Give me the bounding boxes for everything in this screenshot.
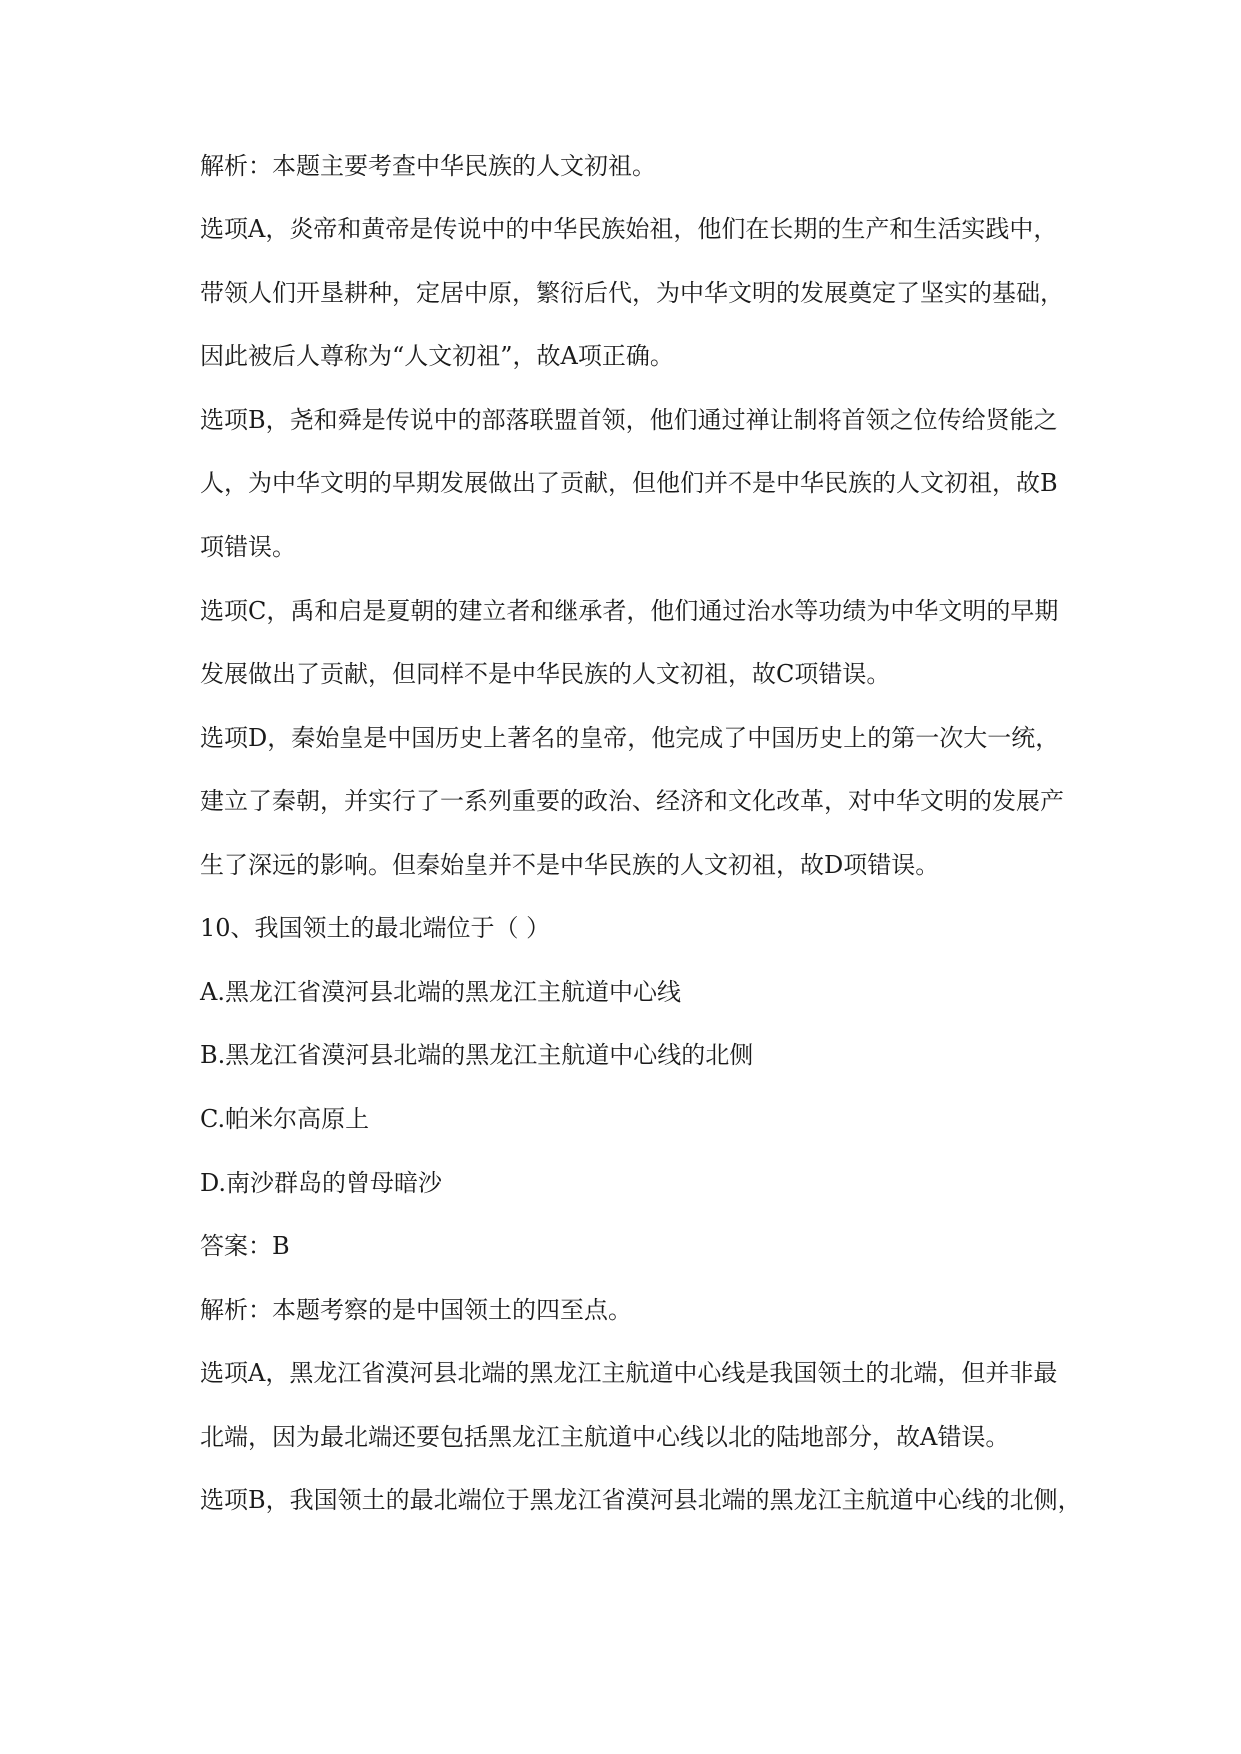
option-b-explanation-line-2: 人，为中华文明的早期发展做出了贡献，但他们并不是中华民族的人文初祖，故B — [200, 469, 1058, 497]
question-10: 10、我国领土的最北端位于（ ） — [200, 914, 551, 942]
choice-b: B.黑龙江省漠河县北端的黑龙江主航道中心线的北侧 — [200, 1041, 754, 1069]
analysis-q10-intro-line: 解析：本题考察的是中国领土的四至点。 — [200, 1296, 632, 1324]
option-d-explanation-line-2: 建立了秦朝，并实行了一系列重要的政治、经济和文化改革，对中华文明的发展产 — [200, 787, 1064, 815]
option-a-explanation-line-3: 因此被后人尊称为“人文初祖”，故A项正确。 — [200, 342, 674, 370]
option-d-explanation-line-1: 选项D，秦始皇是中国历史上著名的皇帝，他完成了中国历史上的第一次大一统， — [200, 724, 1060, 752]
choice-c: C.帕米尔高原上 — [200, 1105, 370, 1133]
option-b-explanation-line-1: 选项B，尧和舜是传说中的部落联盟首领，他们通过禅让制将首领之位传给贤能之 — [200, 406, 1058, 434]
option-a-explanation-line-2: 带领人们开垦耕种，定居中原，繁衍后代，为中华文明的发展奠定了坚实的基础， — [200, 279, 1064, 307]
option-c-explanation-line-2: 发展做出了贡献，但同样不是中华民族的人文初祖，故C项错误。 — [200, 660, 891, 688]
choice-a: A.黑龙江省漠河县北端的黑龙江主航道中心线 — [200, 978, 681, 1006]
q10-option-a-explanation-line-2: 北端，因为最北端还要包括黑龙江主航道中心线以北的陆地部分，故A错误。 — [200, 1423, 1010, 1451]
choice-d: D.南沙群岛的曾母暗沙 — [200, 1169, 443, 1197]
q10-option-a-explanation-line-1: 选项A，黑龙江省漠河县北端的黑龙江主航道中心线是我国领土的北端，但并非最 — [200, 1359, 1058, 1387]
answer-line: 答案：B — [200, 1232, 290, 1260]
option-b-explanation-line-3: 项错误。 — [200, 533, 296, 561]
option-a-explanation-line-1: 选项A，炎帝和黄帝是传说中的中华民族始祖，他们在长期的生产和生活实践中， — [200, 215, 1058, 243]
option-d-explanation-line-3: 生了深远的影响。但秦始皇并不是中华民族的人文初祖，故D项错误。 — [200, 851, 940, 879]
option-c-explanation-line-1: 选项C，禹和启是夏朝的建立者和继承者，他们通过治水等功绩为中华文明的早期 — [200, 597, 1059, 625]
analysis-intro-line: 解析：本题主要考查中华民族的人文初祖。 — [200, 152, 656, 180]
q10-option-b-explanation-line-1: 选项B，我国领土的最北端位于黑龙江省漠河县北端的黑龙江主航道中心线的北侧， — [200, 1486, 1082, 1514]
